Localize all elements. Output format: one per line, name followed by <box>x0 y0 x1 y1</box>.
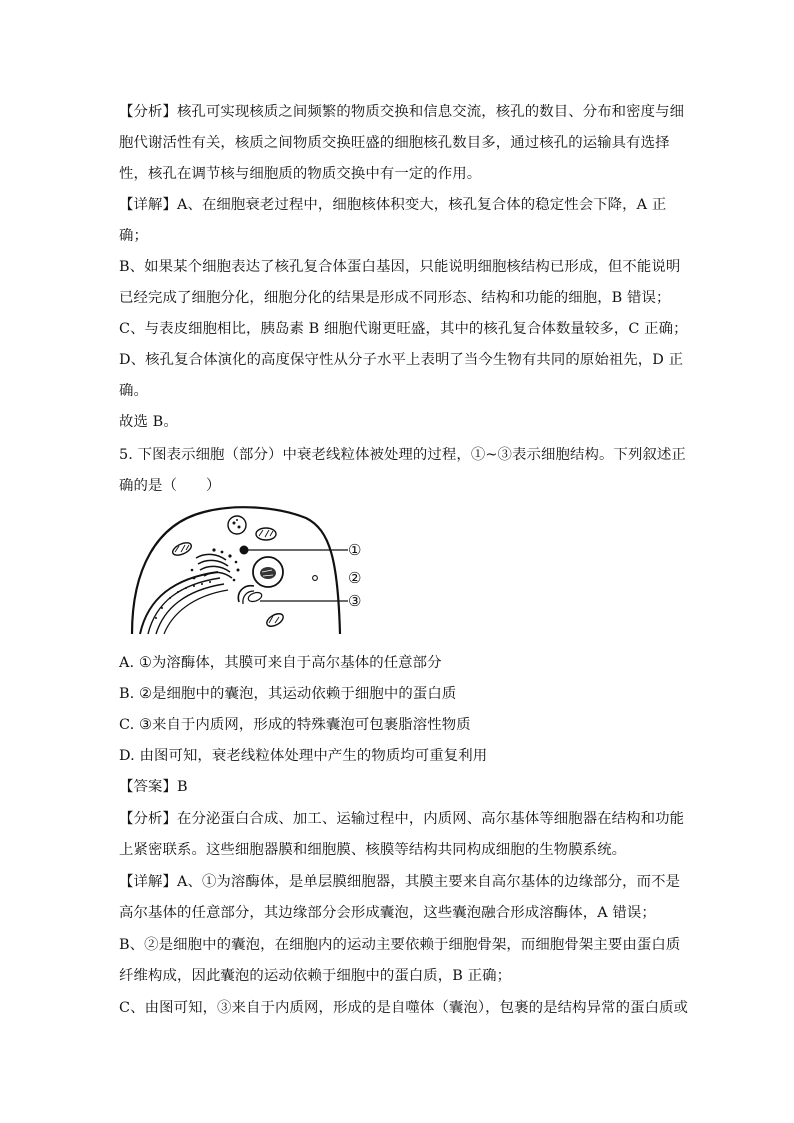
text-line: 【详解】A、在细胞衰老过程中，细胞核体积变大，核孔复合体的稳定性会下降，A 正 <box>119 197 667 213</box>
text-line: 确； <box>119 228 148 244</box>
text-line: 胞代谢活性有关，核质之间物质交换旺盛的细胞核孔数目多，通过核孔的运输具有选择 <box>119 135 670 151</box>
text-line: D、核孔复合体演化的高度保守性从分子水平上表明了当今生物有共同的原始祖先，D 正 <box>119 352 684 368</box>
text-line: 上紧密联系。这些细胞器膜和细胞膜、核膜等结构共同构成细胞的生物膜系统。 <box>119 842 627 858</box>
text-line: 性，核孔在调节核与细胞质的物质交换中有一定的作用。 <box>119 166 482 182</box>
text-line: 已经完成了细胞分化，细胞分化的结果是形成不同形态、结构和功能的细胞，B 错误； <box>119 290 671 306</box>
text-line: 【详解】A、①为溶酶体，是单层膜细胞器，其膜主要来自高尔基体的边缘部分，而不是 <box>119 874 681 890</box>
text-line: B、如果某个细胞表达了核孔复合体蛋白基因，只能说明细胞核结构已形成，但不能说明 <box>119 259 681 275</box>
option-c: C. ③来自于内质网，形成的特殊囊泡可包裹脂溶性物质 <box>119 717 471 733</box>
text-line: C、由图可知，③来自于内质网，形成的是自噬体（囊泡），包裹的是结构异常的蛋白质或 <box>119 1000 689 1016</box>
text-line: 确。 <box>119 383 148 399</box>
text-line: 【分析】在分泌蛋白合成、加工、运输过程中，内质网、高尔基体等细胞器在结构和功能 <box>119 811 685 827</box>
text-line: 纤维构成，因此囊泡的运动依赖于细胞中的蛋白质，B 正确； <box>119 968 512 984</box>
figure-label-1: ① <box>348 541 362 559</box>
figure-label-3: ③ <box>348 592 362 610</box>
figure-label-2: ② <box>348 569 362 587</box>
answer-line: 【答案】B <box>119 779 188 795</box>
text-line: 故选 B。 <box>119 414 178 430</box>
question-stem: 确的是（ ） <box>119 478 221 494</box>
text-line: C、与表皮细胞相比，胰岛素 B 细胞代谢更旺盛，其中的核孔复合体数量较多，C 正确； <box>119 321 688 337</box>
question-stem: 5. 下图表示细胞（部分）中衰老线粒体被处理的过程，①~③表示细胞结构。下列叙述正 <box>119 447 686 463</box>
option-d: D. 由图可知，衰老线粒体处理中产生的物质均可重复利用 <box>119 748 488 764</box>
cell-diagram <box>126 500 376 640</box>
text-line: B、②是细胞中的囊泡，在细胞内的运动主要依赖于细胞骨架，而细胞骨架主要由蛋白质 <box>119 937 681 953</box>
option-b: B. ②是细胞中的囊泡，其运动依赖于细胞中的蛋白质 <box>119 686 457 702</box>
text-line: 高尔基体的任意部分，其边缘部分会形成囊泡，这些囊泡融合形成溶酶体，A 错误； <box>119 905 656 921</box>
text-line: 【分析】核孔可实现核质之间频繁的物质交换和信息交流，核孔的数目、分布和密度与细 <box>119 104 685 120</box>
option-a: A. ①为溶酶体，其膜可来自于高尔基体的任意部分 <box>119 655 442 671</box>
